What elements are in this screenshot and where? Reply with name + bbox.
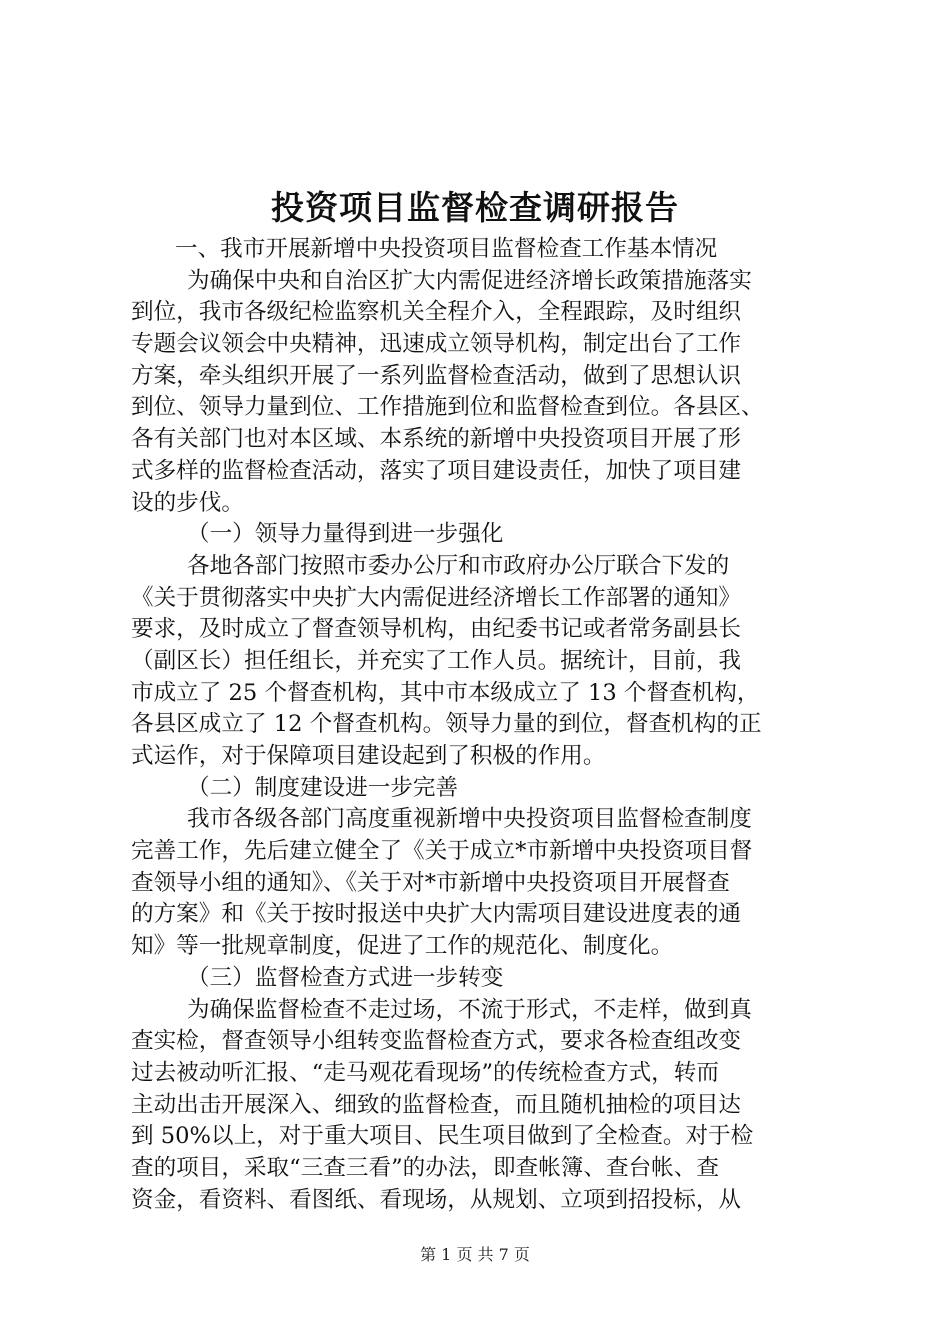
text-line: 完善工作，先后建立健全了《关于成立*市新增中央投资项目督 — [131, 838, 753, 865]
text-line: 到位，我市各级纪检监察机关全程介入，全程跟踪，及时组织 — [131, 299, 742, 326]
text-line: 方案，牵头组织开展了一系列监督检查活动，做到了思想认识 — [131, 362, 742, 389]
text-line: 过去被动听汇报、“走马观花看现场”的传统检查方式，转而 — [131, 1059, 719, 1086]
text-line: 的方案》和《关于按时报送中央扩大内需项目建设进度表的通 — [131, 901, 742, 928]
text-line: 查实检，督查领导小组转变监督检查方式，要求各检查组改变 — [131, 1028, 742, 1055]
text-line: 各县区成立了 12 个督查机构。领导力量的到位，督查机构的正 — [131, 711, 762, 738]
text-line: 式运作，对于保障项目建设起到了积极的作用。 — [131, 743, 606, 769]
text-line: 《关于贯彻落实中央扩大内需促进经济增长工作部署的通知》 — [131, 584, 742, 611]
text-line: 查的项目，采取“三查三看”的办法，即查帐簿、查台帐、查 — [131, 1154, 719, 1181]
text-line: （副区长）担任组长，并充实了工作人员。据统计，目前，我 — [131, 647, 742, 674]
text-line: 为确保中央和自治区扩大内需促进经济增长政策措施落实 — [187, 267, 752, 294]
page-footer: 第 1 页 共 7 页 — [420, 1245, 530, 1264]
section-heading: （三）监督检查方式进一步转变 — [187, 964, 504, 991]
text-line: 主动出击开展深入、细致的监督检查，而且随机抽检的项目达 — [131, 1091, 742, 1118]
text-line: 资金，看资料、看图纸、看现场，从规划、立项到招投标，从 — [131, 1186, 742, 1213]
text-line: 各地各部门按照市委办公厅和市政府办公厅联合下发的 — [187, 552, 730, 579]
text-line: 市成立了 25 个督查机构，其中市本级成立了 13 个督查机构， — [131, 679, 760, 706]
text-line: 到位、领导力量到位、工作措施到位和监督检查到位。各县区、 — [131, 394, 764, 421]
text-line: 要求，及时成立了督查领导机构，由纪委书记或者常务副县长 — [131, 616, 742, 643]
section-heading: （二）制度建设进一步完善 — [187, 774, 459, 801]
text-line: 式多样的监督检查活动，落实了项目建设责任，加快了项目建 — [131, 457, 742, 484]
document-title: 投资项目监督检查调研报告 — [271, 188, 679, 227]
text-line: 各有关部门也对本区域、本系统的新增中央投资项目开展了形 — [131, 426, 742, 453]
text-line: 专题会议领会中央精神，迅速成立领导机构，制定出台了工作 — [131, 331, 742, 358]
text-line: 为确保监督检查不走过场，不流于形式，不走样，做到真 — [187, 996, 752, 1023]
section-heading: （一）领导力量得到进一步强化 — [187, 521, 504, 548]
section-heading: 一、我市开展新增中央投资项目监督检查工作基本情况 — [175, 236, 718, 262]
text-line: 设的步伐。 — [131, 489, 244, 516]
document-body — [131, 234, 831, 1216]
text-line: 查领导小组的通知》、《关于对*市新增中央投资项目开展督查 — [131, 869, 730, 896]
text-line: 知》等一批规章制度，促进了工作的规范化、制度化。 — [131, 933, 674, 960]
text-line: 到 50%以上，对于重大项目、民生项目做到了全检查。对于检 — [131, 1123, 754, 1150]
text-line: 我市各级各部门高度重视新增中央投资项目监督检查制度 — [187, 806, 752, 833]
